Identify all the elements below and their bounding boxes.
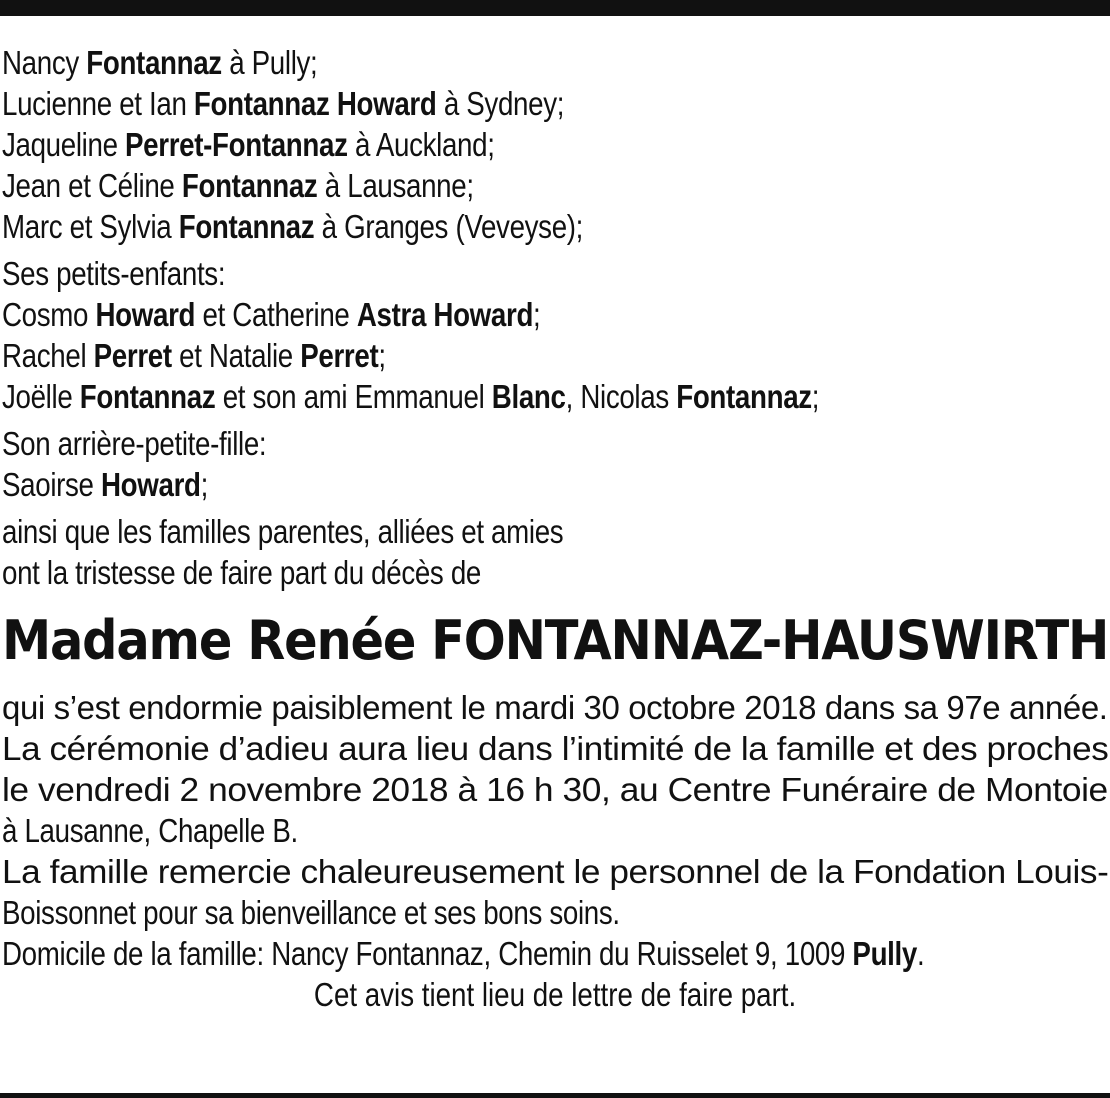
body-line: à Lausanne, Chapelle B.	[2, 812, 298, 849]
family-line: Lucienne et Ian Fontannaz Howard à Sydney;	[2, 85, 565, 122]
closing-line: Cet avis tient lieu de lettre de faire part.	[313, 976, 797, 1013]
announcement-line: ainsi que les familles parentes, alliées et amies	[2, 513, 564, 550]
grandchildren-line: Rachel Perret et Natalie Perret;	[2, 337, 386, 374]
grandchildren-heading: Ses petits-enfants:	[2, 255, 226, 292]
family-line: Jaqueline Perret-Fontannaz à Auckland;	[2, 126, 495, 163]
announcement-line: ont la tristesse de faire part du décès de	[2, 554, 481, 591]
family-line: Nancy Fontannaz à Pully;	[2, 44, 318, 81]
grandchildren-line: Cosmo Howard et Catherine Astra Howard;	[2, 296, 541, 333]
grandchildren-line: Joëlle Fontannaz et son ami Emmanuel Blanc, Nicolas Fontannaz;	[2, 378, 820, 415]
great-grandchild-line: Saoirse Howard;	[2, 466, 209, 503]
family-line: Marc et Sylvia Fontannaz à Granges (Veveyse);	[2, 208, 584, 245]
body-line: le vendredi 2 novembre 2018 à 16 h 30, au Centre Funéraire de Montoie	[2, 771, 1108, 808]
body-line: Boissonnet pour sa bienveillance et ses bons soins.	[2, 894, 620, 931]
deceased-name: Madame Renée FONTANNAZ-HAUSWIRTH	[2, 609, 1109, 672]
bottom-border-rule	[0, 1093, 1110, 1098]
top-border-rule	[0, 0, 1110, 16]
body-line: qui s’est endormie paisiblement le mardi 30 octobre 2018 dans sa 97e année.	[2, 689, 1108, 726]
family-line: Jean et Céline Fontannaz à Lausanne;	[2, 167, 474, 204]
body-line: La famille remercie chaleureusement le personnel de la Fondation Louis-	[2, 853, 1109, 890]
death-notice	[2, 42, 1108, 1015]
domicile-line: Domicile de la famille: Nancy Fontannaz, Chemin du Ruisselet 9, 1009 Pully.	[2, 935, 925, 972]
body-line: La cérémonie d’adieu aura lieu dans l’intimité de la famille et des proches	[2, 730, 1109, 767]
great-grandchild-heading: Son arrière-petite-fille:	[2, 425, 267, 462]
